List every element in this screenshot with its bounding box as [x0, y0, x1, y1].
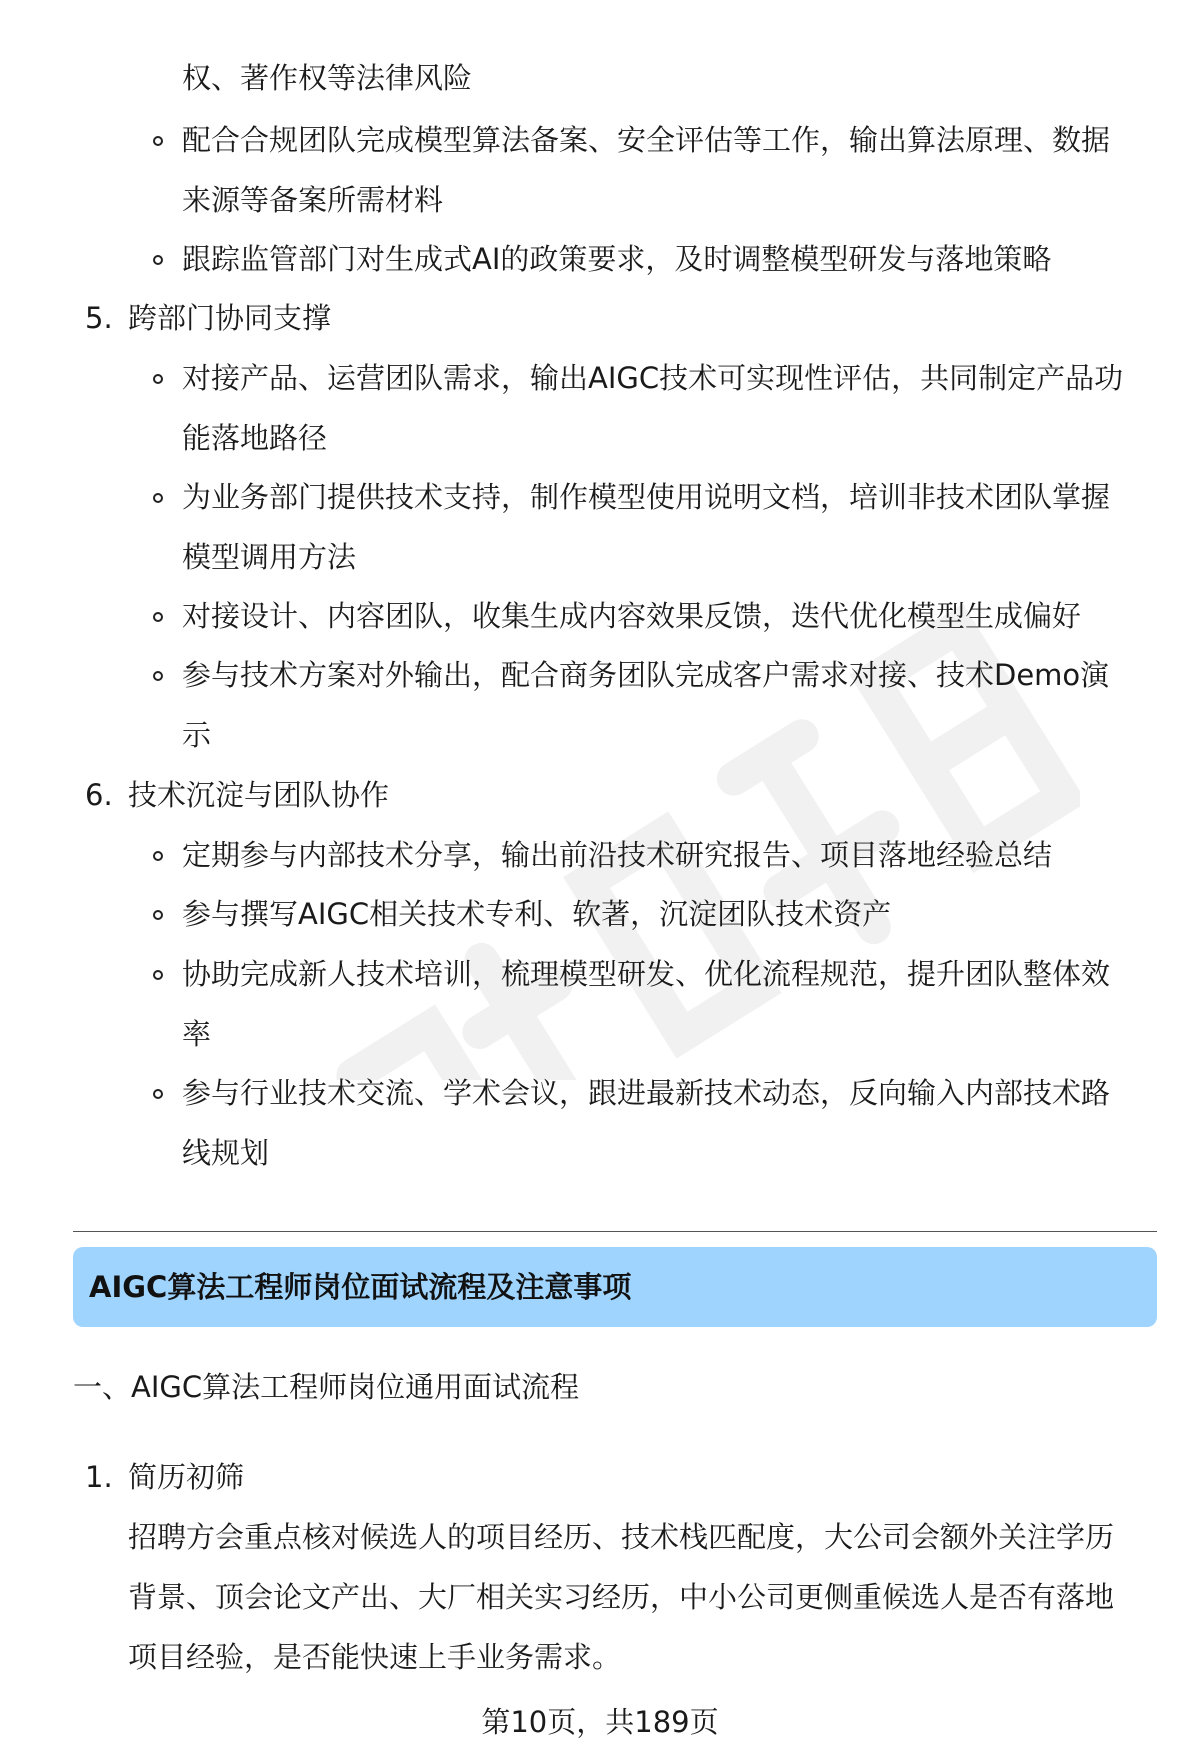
section6-bullet2: 参与撰写AIGC相关技术专利、软著，沉淀团队技术资产 — [182, 897, 892, 931]
item1-number: 1. — [85, 1460, 113, 1494]
section4-bullet2-line1: 配合合规团队完成模型算法备案、安全评估等工作，输出算法原理、数据 — [182, 123, 1111, 157]
section5-bullet1-line1: 对接产品、运营团队需求，输出AIGC技术可实现性评估，共同制定产品功 — [182, 361, 1124, 395]
bullet-icon — [153, 851, 163, 861]
section5-bullet2-line1: 为业务部门提供技术支持，制作模型使用说明文档，培训非技术团队掌握 — [182, 480, 1111, 514]
section6-number: 6. — [85, 778, 113, 812]
section5-number: 5. — [85, 301, 113, 335]
section-divider — [73, 1231, 1157, 1232]
section5-bullet3: 对接设计、内容团队，收集生成内容效果反馈，迭代优化模型生成偏好 — [182, 599, 1082, 633]
bullet-icon — [153, 493, 163, 503]
item1-paragraph-line1: 招聘方会重点核对候选人的项目经历、技术栈匹配度，大公司会额外关注学历 — [128, 1520, 1115, 1554]
item1-paragraph-line3: 项目经验，是否能快速上手业务需求。 — [128, 1640, 622, 1674]
item1-paragraph-line2: 背景、顶会论文产出、大厂相关实习经历，中小公司更侧重候选人是否有落地 — [128, 1580, 1115, 1614]
section5-bullet1-line2: 能落地路径 — [182, 421, 328, 455]
bullet-icon — [153, 970, 163, 980]
watermark-stamp — [180, 560, 1080, 1080]
section-banner — [73, 1247, 1157, 1327]
bullet-icon — [153, 612, 163, 622]
section6-title: 技术沉淀与团队协作 — [128, 778, 390, 812]
page-footer: 第10页，共189页 — [481, 1705, 719, 1739]
section4-bullet3: 跟踪监管部门对生成式AI的政策要求，及时调整模型研发与落地策略 — [182, 242, 1052, 276]
bullet-icon — [153, 136, 163, 146]
section6-bullet3-line2: 率 — [182, 1017, 212, 1051]
item1-title: 简历初筛 — [128, 1460, 245, 1494]
part1-heading: 一、AIGC算法工程师岗位通用面试流程 — [73, 1370, 580, 1404]
section6-bullet4-line2: 线规划 — [182, 1136, 270, 1170]
section6-bullet4-line1: 参与行业技术交流、学术会议，跟进最新技术动态，反向输入内部技术路 — [182, 1076, 1111, 1110]
bullet-icon — [153, 374, 163, 384]
section4-bullet1-continuation: 权、著作权等法律风险 — [182, 61, 473, 95]
section6-bullet1: 定期参与内部技术分享，输出前沿技术研究报告、项目落地经验总结 — [182, 838, 1053, 872]
bullet-icon — [153, 1089, 163, 1099]
section6-bullet3-line1: 协助完成新人技术培训，梳理模型研发、优化流程规范，提升团队整体效 — [182, 957, 1111, 991]
section5-bullet4-line1: 参与技术方案对外输出，配合商务团队完成客户需求对接、技术Demo演 — [182, 658, 1110, 692]
bullet-icon — [153, 910, 163, 920]
section5-bullet4-line2: 示 — [182, 718, 212, 752]
section5-title: 跨部门协同支撑 — [128, 301, 332, 335]
banner-title: AIGC算法工程师岗位面试流程及注意事项 — [89, 1270, 632, 1304]
section4-bullet2-line2: 来源等备案所需材料 — [182, 183, 444, 217]
bullet-icon — [153, 255, 163, 265]
section5-bullet2-line2: 模型调用方法 — [182, 540, 357, 574]
bullet-icon — [153, 671, 163, 681]
